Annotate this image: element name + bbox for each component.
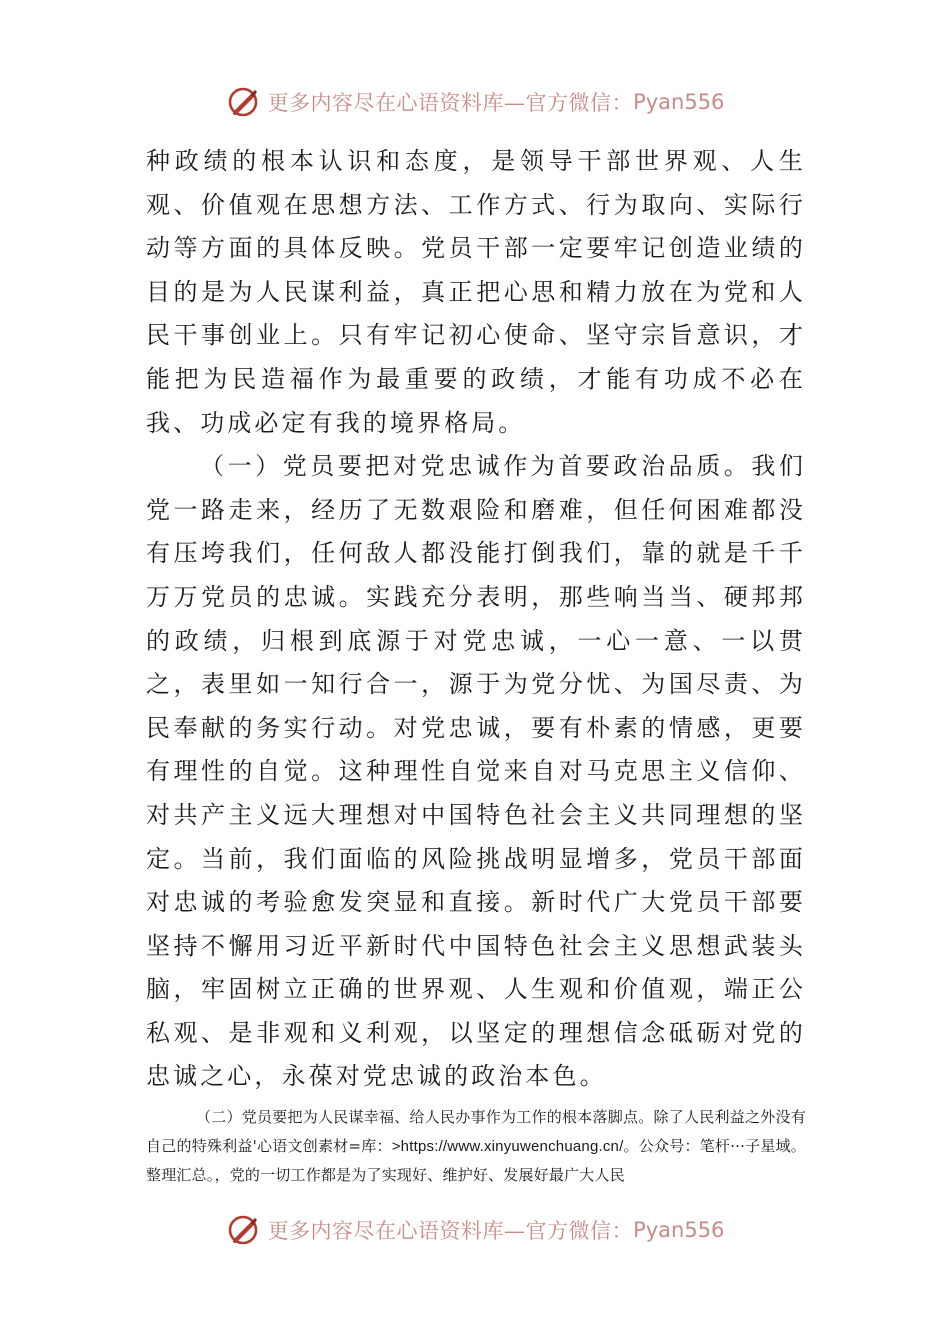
body-paragraph-1: 种政绩的根本认识和态度，是领导干部世界观、人生观、价值观在思想方法、工作方式、行为取向、实际行动等方面的具体反映。党员干部一定要牢记创造业绩的目的是为人民谋利益，真正把心思和精力放在为党和人民干事创业上。只有牢记初心使命、坚守宗旨意识，才能把为民造福作为最重要的政绩，才能有功成不必在我、功成必定有我的境界格局。 [146, 147, 806, 437]
pen-seal-logo-icon [226, 85, 260, 119]
paragraph-3-text-start: （二）党员要把为人民谋幸福、给人民办事作为工作的根本落脚点。除了人民利益之外没有自己的特殊利益'心语文创素材=库： [146, 1108, 806, 1155]
paragraph-3-text-end: 。公众号：笔杆···子星域。整理汇总。，党的一切工作都是为了实现好、维护好、发展好最广大人民 [146, 1136, 807, 1185]
body-paragraph-2: （一）党员要把对党忠诚作为首要政治品质。我们党一路走来，经历了无数艰险和磨难，但任何困难都没有压垮我们，任何敌人都没能打倒我们，靠的就是千千万万党员的忠诚。实践充分表明，那些响当当、硬邦邦的政绩，归根到底源于对党忠诚，一心一意、一以贯之，表里如一知行合一，源于为党分忧、为国尽责、为民奉献的务实行动。对党忠诚，要有朴素的情感，更要有理性的自觉。这种理性自觉来自对马克思主义信仰、对共产主义远大理想对中国特色社会主义共同理想的坚定。当前，我们面临的风险挑战明显增多，党员干部面对忠诚的考验愈发突显和直接。新时代广大党员干部要坚持不懈用习近平新时代中国特色社会主义思想武装头脑，牢固树立正确的世界观、人生观和价值观，端正公私观、是非观和义利观，以坚定的理想信念砥砺对党的忠诚之心，永葆对党忠诚的政治本色。 [146, 452, 806, 1091]
banner-text: 更多内容尽在心语资料库—官方微信： [267, 91, 634, 115]
pen-seal-logo-icon [226, 1213, 260, 1247]
header-banner [0, 80, 950, 124]
source-url-link[interactable]: >https://www.xinyuwenchuang.cn/ [391, 1137, 624, 1155]
banner-wechat-handle: Pyan556 [633, 1218, 725, 1242]
banner-text: 更多内容尽在心语资料库—官方微信： [267, 1219, 634, 1243]
footer-banner [0, 1208, 950, 1252]
banner-wechat-handle: Pyan556 [633, 90, 725, 114]
document-body [146, 140, 806, 1190]
body-paragraph-3 [146, 1103, 806, 1190]
